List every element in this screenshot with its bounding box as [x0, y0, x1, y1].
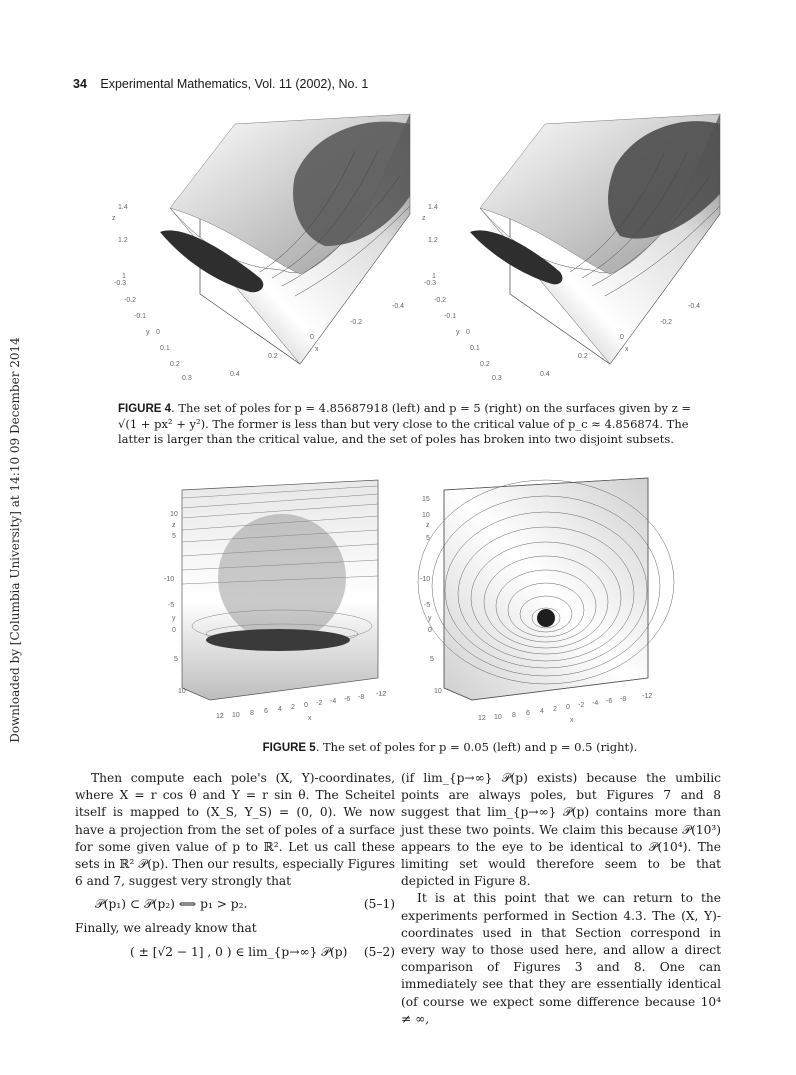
- fig5-left-x-tick: -12: [376, 691, 387, 698]
- figure-5-caption-text: . The set of poles for p = 0.05 (left) and p = 0.5 (right).: [315, 740, 638, 754]
- fig4-right-x-tick: 0.2: [578, 353, 588, 360]
- fig4-left-x-tick: -0.4: [392, 303, 405, 310]
- fig5-right-z-label: z: [426, 522, 430, 529]
- fig5-right-z-tick: 10: [422, 512, 430, 519]
- fig5-left-y-tick: 5: [174, 656, 178, 663]
- page-number: 34: [73, 77, 87, 91]
- fig4-left-x-tick: 0.2: [268, 353, 278, 360]
- fig4-right-y-tick: 0.1: [470, 345, 480, 352]
- fig5-left-x-tick: 12: [216, 713, 224, 720]
- figure-5-caption: [200, 740, 700, 756]
- right-paragraph-1: (if lim_{p→∞} 𝒫(p) exists) because the umbilic points are always poles, but Figures 7 and 8 suggest that lim_{p→∞} 𝒫(p) contains more than just these two points. We claim this because 𝒫(10³) appears to the eye to be identical to 𝒫(10⁴). The limiting set would therefore seem to be that depicted in Figure 8.: [401, 771, 721, 889]
- fig5-right-x-tick: 2: [553, 706, 557, 713]
- fig5-left-x-tick: -8: [358, 694, 365, 701]
- fig5-right-y-tick: -10: [420, 576, 431, 583]
- figure-5-plots: [164, 478, 660, 728]
- fig4-right-z-label: z: [422, 215, 426, 222]
- equation-5-1-expression: 𝒫(p₁) ⊂ 𝒫(p₂) ⟺ p₁ > p₂.: [95, 897, 248, 912]
- fig5-right-z-tick: 5: [426, 535, 430, 542]
- fig5-left-x-tick: -6: [344, 696, 351, 703]
- right-paragraph-2: It is at this point that we can return to the experiments performed in Section 4.3. The (X, Y)-coordinates used in that Section correspond in every way to those used here, and allow a direct comparison of Figures 3 and 8. One can immediately see that they are essentially identical (of course we expect some difference because 10⁴ ≠ ∞,: [401, 891, 721, 1026]
- fig5-right-x-tick: 0: [566, 704, 570, 711]
- fig5-left-x-label: x: [308, 715, 312, 722]
- equation-5-2: [75, 938, 395, 968]
- fig4-right-y-tick: 0.3: [492, 375, 502, 382]
- fig5-left-x-tick: 0: [304, 702, 308, 709]
- left-column: [75, 770, 395, 968]
- fig4-left-z-tick: 1: [122, 273, 126, 280]
- fig5-left-x-tick: -4: [330, 698, 337, 705]
- fig4-left-y-tick: -0.2: [124, 297, 137, 304]
- journal-title: Experimental Mathematics, Vol. 11 (2002), No. 1: [100, 77, 369, 91]
- download-note: Downloaded by [Columbia University] at 14:10 09 December 2014: [8, 337, 22, 743]
- fig5-left-x-tick: -2: [316, 700, 323, 707]
- download-sidebar: [0, 0, 30, 1075]
- equation-5-1: [75, 890, 395, 920]
- fig4-left-x-tick: -0.2: [350, 319, 363, 326]
- fig4-right-x-tick: -0.2: [660, 319, 673, 326]
- fig5-left-x-tick: 10: [232, 712, 240, 719]
- fig5-right-y-tick: 5: [430, 656, 434, 663]
- fig5-left-y-tick: -10: [164, 576, 175, 583]
- fig4-left-y-label: y: [146, 329, 150, 336]
- fig4-right-x-tick: 0.4: [540, 371, 550, 378]
- fig5-right-z-tick: 15: [422, 496, 430, 503]
- fig4-right-x-tick: -0.4: [688, 303, 701, 310]
- fig5-right-x-tick: 12: [478, 715, 486, 722]
- fig4-left-x-tick: 0.4: [230, 371, 240, 378]
- fig5-right-y-tick: 10: [434, 688, 442, 695]
- figure-4-caption-text: . The set of poles for p = 4.85687918 (left) and p = 5 (right) on the surfaces given by z = √(1 + px² + y²). The former is less than but very close to the critical value of p_c ≈ 4.856874. The latter is larger than the critical value, and the set of poles has broken into two disjoint subsets.: [118, 401, 692, 446]
- fig5-left-z-tick: 10: [170, 511, 178, 518]
- fig5-right-x-tick: 10: [494, 714, 502, 721]
- fig4-left-x-tick: 0: [310, 334, 314, 341]
- figure-4-left-plot: [112, 114, 410, 382]
- fig5-left-y-label: y: [172, 615, 176, 622]
- fig5-left-x-tick: 4: [278, 706, 282, 713]
- fig5-left-z-label: z: [172, 522, 176, 529]
- fig5-right-x-tick: -12: [642, 693, 653, 700]
- fig4-left-z-label: z: [112, 215, 116, 222]
- fig5-right-x-tick: 6: [526, 710, 530, 717]
- fig5-right-x-tick: -2: [578, 702, 585, 709]
- figure-4: [110, 96, 701, 386]
- running-head: [73, 77, 368, 91]
- fig4-right-x-tick: 0: [620, 334, 624, 341]
- fig5-left-y-tick: 0: [172, 627, 176, 634]
- left-paragraph-1: Then compute each pole's (X, Y)-coordinates, where X = r cos θ and Y = r sin θ. The Scheitel itself is mapped to (X_S, Y_S) = (0, 0). We now have a projection from the set of poles of a surface for some given value of p to ℝ². Let us call these sets in ℝ² 𝒫(p). Then our results, especially Figures 6 and 7, suggest very strongly that: [75, 771, 395, 889]
- figure-5-left-plot: [164, 480, 386, 722]
- figure-4-right-plot: [422, 114, 720, 382]
- fig4-right-y-tick: -0.1: [444, 313, 457, 320]
- fig4-right-z-tick: 1.2: [428, 237, 438, 244]
- fig4-right-y-label: y: [456, 329, 460, 336]
- fig5-right-x-label: x: [570, 717, 574, 724]
- fig4-left-z-tick: 1.4: [118, 204, 128, 211]
- figure-5: [164, 478, 660, 728]
- fig4-right-y-tick: 0: [466, 329, 470, 336]
- fig4-right-z-tick: 1.4: [428, 204, 438, 211]
- figure-5-right-plot: [418, 478, 674, 724]
- fig4-left-x-label: x: [315, 346, 319, 353]
- fig5-left-x-tick: 6: [264, 708, 268, 715]
- figure-4-plots: [110, 96, 701, 386]
- fig5-right-x-tick: -6: [606, 698, 613, 705]
- fig4-right-y-tick: 0.2: [480, 361, 490, 368]
- fig5-right-x-tick: 8: [512, 712, 516, 719]
- right-column: [401, 770, 721, 1028]
- fig4-left-y-tick: 0.2: [170, 361, 180, 368]
- fig4-left-y-tick: 0: [156, 329, 160, 336]
- fig5-left-x-tick: 2: [291, 704, 295, 711]
- figure-5-caption-label: FIGURE 5: [262, 742, 316, 754]
- left-paragraph-2: Finally, we already know that: [75, 921, 257, 936]
- fig5-left-y-tick: 10: [178, 688, 186, 695]
- fig5-right-y-tick: -5: [424, 602, 431, 609]
- fig5-left-y-tick: -5: [168, 602, 175, 609]
- figure-4-caption: [118, 401, 701, 447]
- fig5-right-y-tick: 0: [428, 627, 432, 634]
- fig4-left-y-tick: 0.1: [160, 345, 170, 352]
- figure-4-caption-label: FIGURE 4: [118, 403, 172, 415]
- equation-5-2-number: (5–2): [363, 944, 395, 959]
- fig4-right-y-tick: -0.2: [434, 297, 447, 304]
- fig5-right-x-tick: 4: [540, 708, 544, 715]
- fig4-right-y-tick: -0.3: [424, 280, 437, 287]
- equation-5-1-number: (5–1): [363, 897, 395, 912]
- fig5-left-x-tick: 8: [250, 710, 254, 717]
- fig4-right-x-label: x: [625, 346, 629, 353]
- fig5-right-x-tick: -4: [592, 700, 599, 707]
- fig4-left-y-tick: -0.1: [134, 313, 147, 320]
- fig4-right-z-tick: 1: [432, 273, 436, 280]
- fig5-right-x-tick: -8: [620, 696, 627, 703]
- equation-5-2-expression: ( ± [√2 − 1] , 0 ) ∈ lim_{p→∞} 𝒫(p): [130, 944, 348, 959]
- fig5-left-z-tick: 5: [172, 533, 176, 540]
- fig4-left-y-tick: 0.3: [182, 375, 192, 382]
- fig4-left-z-tick: 1.2: [118, 237, 128, 244]
- fig5-right-y-label: y: [428, 615, 432, 622]
- fig4-left-y-tick: -0.3: [114, 280, 127, 287]
